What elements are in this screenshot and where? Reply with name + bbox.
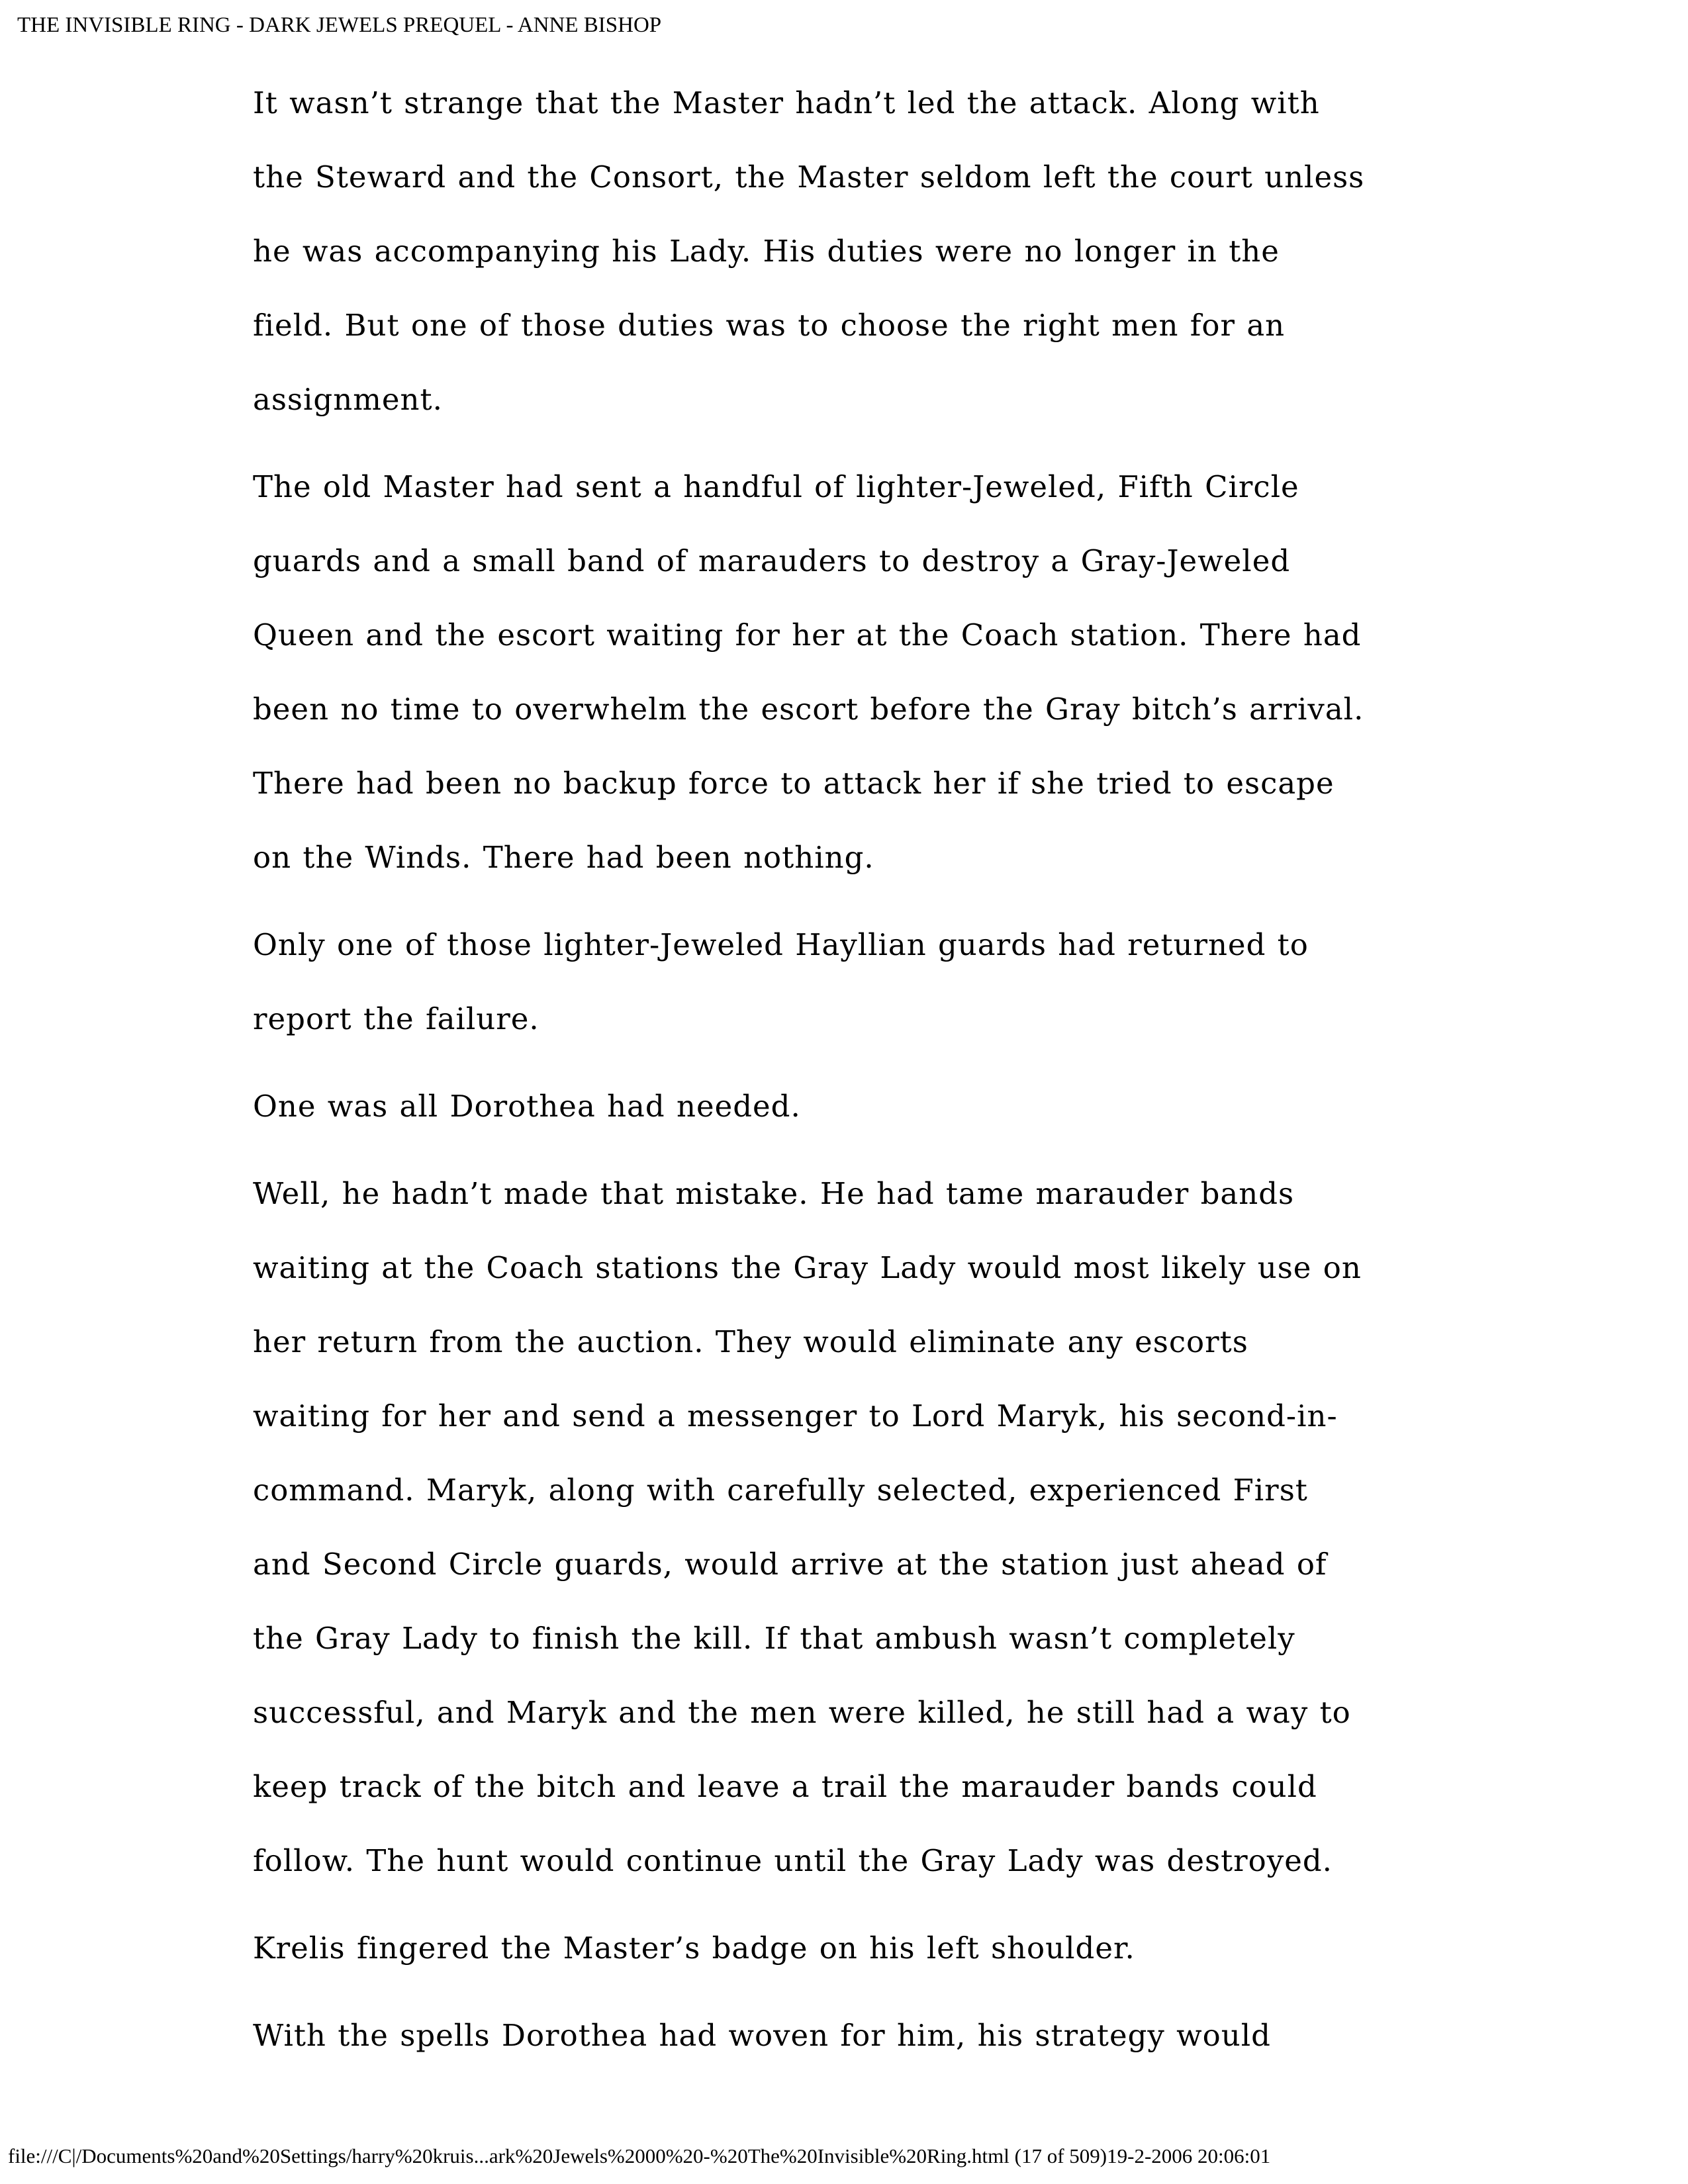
text-line: There had been no backup force to attack her if she tried to escape bbox=[253, 766, 1335, 801]
text-line: keep track of the bitch and leave a trail the marauder bands could bbox=[253, 1769, 1317, 1804]
text-line: assignment. bbox=[253, 382, 443, 417]
text-line: One was all Dorothea had needed. bbox=[253, 1089, 801, 1124]
text-line: Queen and the escort waiting for her at the Coach station. There had bbox=[253, 617, 1362, 653]
text-line: he was accompanying his Lady. His duties were no longer in the bbox=[253, 234, 1280, 269]
text-line: on the Winds. There had been nothing. bbox=[253, 840, 874, 875]
text-line: The old Master had sent a handful of lighter-Jeweled, Fifth Circle bbox=[253, 469, 1299, 504]
page-footer-path: file:///C|/Documents%20and%20Settings/harry%20kruis...ark%20Jewels%2000%20-%20The%20Invisible%20Ring.html (17 of 509)19-2-2006 20:06:01 bbox=[8, 2144, 1271, 2167]
text-line: field. But one of those duties was to choose the right men for an bbox=[253, 308, 1286, 343]
text-line: her return from the auction. They would eliminate any escorts bbox=[253, 1324, 1248, 1359]
text-line: With the spells Dorothea had woven for him, his strategy would bbox=[253, 2018, 1271, 2053]
text-line: the Steward and the Consort, the Master seldom left the court unless bbox=[253, 159, 1365, 195]
text-line: the Gray Lady to finish the kill. If that ambush wasn’t completely bbox=[253, 1621, 1295, 1656]
text-line: and Second Circle guards, would arrive at the station just ahead of bbox=[253, 1547, 1327, 1582]
text-line: successful, and Maryk and the men were killed, he still had a way to bbox=[253, 1695, 1351, 1730]
text-line: guards and a small band of marauders to destroy a Gray-Jeweled bbox=[253, 543, 1291, 578]
text-line: Krelis fingered the Master’s badge on his left shoulder. bbox=[253, 1931, 1135, 1966]
text-line: waiting for her and send a messenger to Lord Maryk, his second-in- bbox=[253, 1398, 1338, 1433]
text-line: It wasn’t strange that the Master hadn’t led the attack. Along with bbox=[253, 85, 1320, 120]
text-line: Only one of those lighter-Jeweled Hayllian guards had returned to bbox=[253, 927, 1309, 962]
text-line: been no time to overwhelm the escort before the Gray bitch’s arrival. bbox=[253, 692, 1364, 727]
text-line: Well, he hadn’t made that mistake. He had tame marauder bands bbox=[253, 1176, 1295, 1211]
text-line: follow. The hunt would continue until the Gray Lady was destroyed. bbox=[253, 1843, 1333, 1878]
text-line: waiting at the Coach stations the Gray Lady would most likely use on bbox=[253, 1250, 1362, 1285]
page-header-title: THE INVISIBLE RING - DARK JEWELS PREQUEL - ANNE BISHOP bbox=[17, 13, 662, 37]
text-line: command. Maryk, along with carefully selected, experienced First bbox=[253, 1473, 1308, 1508]
text-line: report the failure. bbox=[253, 1001, 539, 1036]
